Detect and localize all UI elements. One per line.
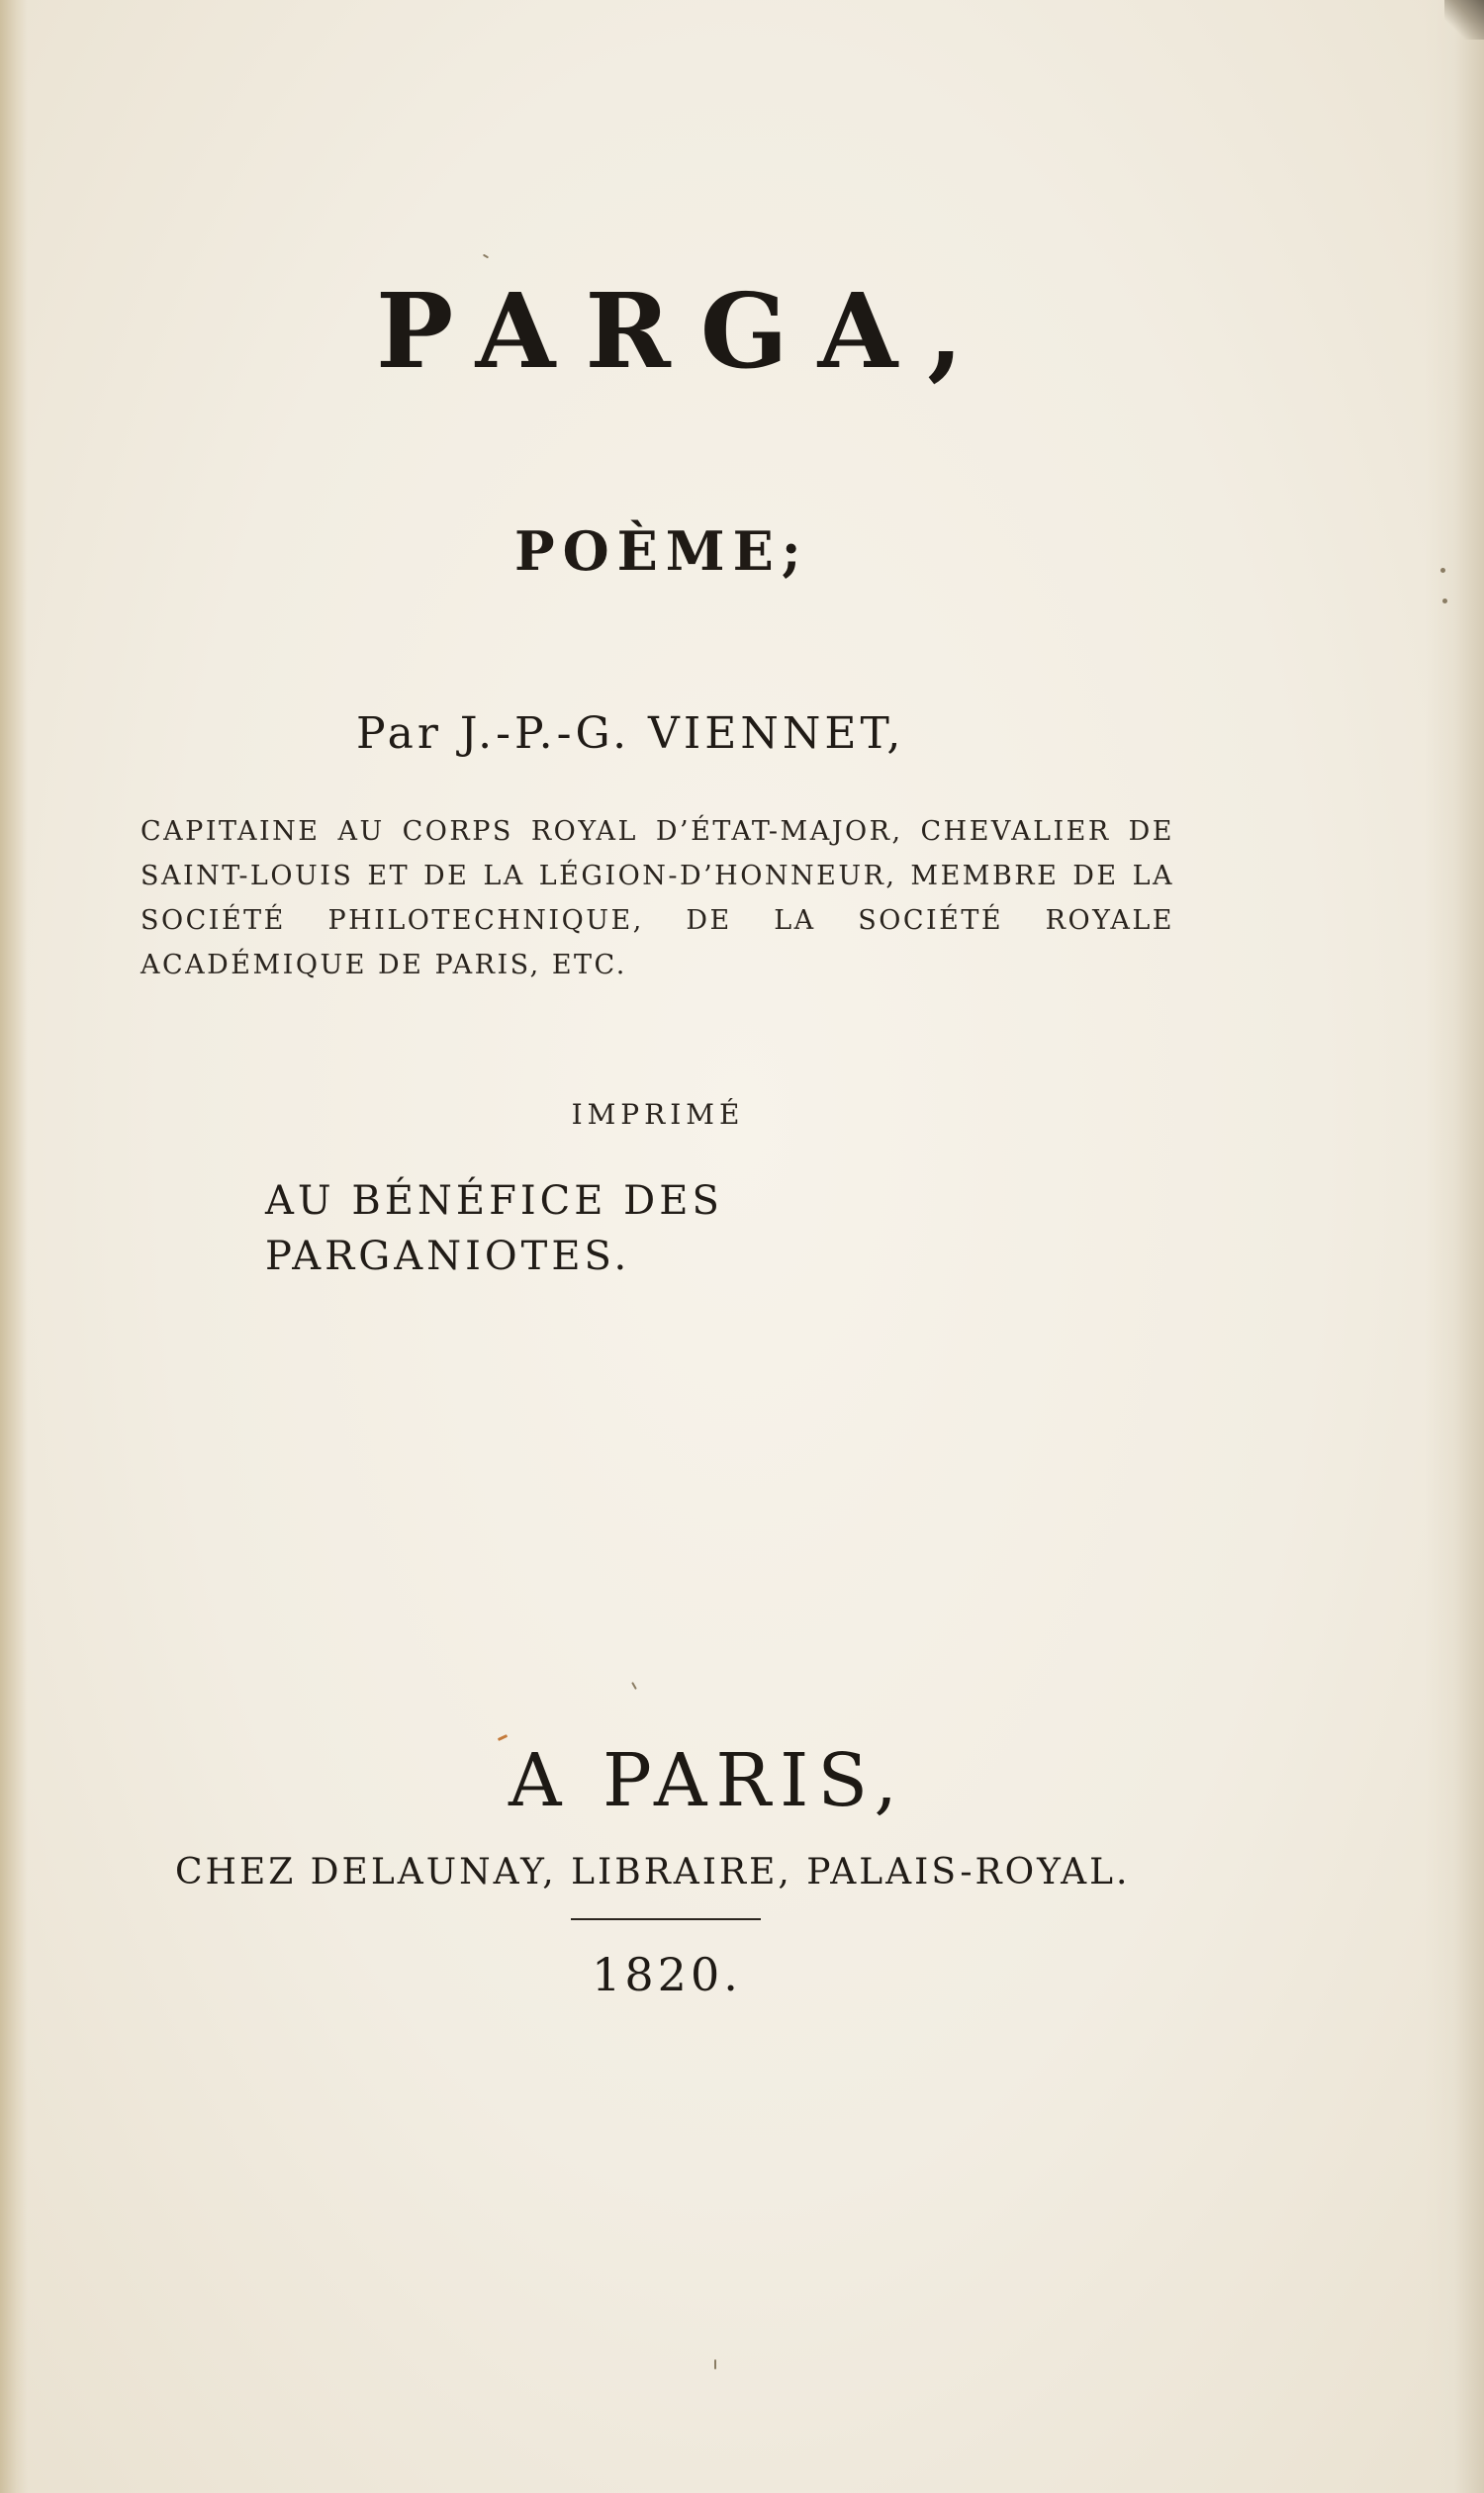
paper-speck <box>1442 599 1447 603</box>
author-line: Par J.-P.-G. VIENNET, <box>356 708 905 759</box>
printed-label: IMPRIMÉ <box>571 1098 745 1131</box>
paper-speck <box>714 2359 716 2369</box>
page-right-edge-shadow <box>1425 0 1484 2493</box>
book-subtitle: POÈME; <box>514 519 809 583</box>
page-left-edge-shadow <box>0 0 28 2493</box>
imprint-city: A PARIS, <box>509 1738 906 1823</box>
imprint-publisher: CHEZ DELAUNAY, LIBRAIRE, PALAIS-ROYAL. <box>175 1852 1131 1893</box>
paper-speck <box>631 1682 637 1690</box>
paper-speck <box>498 1734 508 1741</box>
paper-speck <box>1440 568 1445 573</box>
imprint-year: 1820. <box>592 1948 742 2001</box>
benefit-line: AU BÉNÉFICE DES PARGANIOTES. <box>265 1178 723 1279</box>
author-credentials: CAPITAINE AU CORPS ROYAL D’ÉTAT-MAJOR, CHEVALIER DE SAINT-LOUIS ET DE LA LÉGION-D’HONNEUR, MEMBRE DE LA SOCIÉTÉ PHILOTECHNIQUE, DE LA SOCIÉTÉ ROYALE ACADÉMIQUE DE PARIS, ETC. <box>140 816 1174 980</box>
page-corner-wear <box>1444 0 1484 40</box>
paper-speck <box>483 254 489 259</box>
book-title: PARGA, <box>376 270 993 392</box>
imprint-divider-rule <box>571 1918 761 1920</box>
